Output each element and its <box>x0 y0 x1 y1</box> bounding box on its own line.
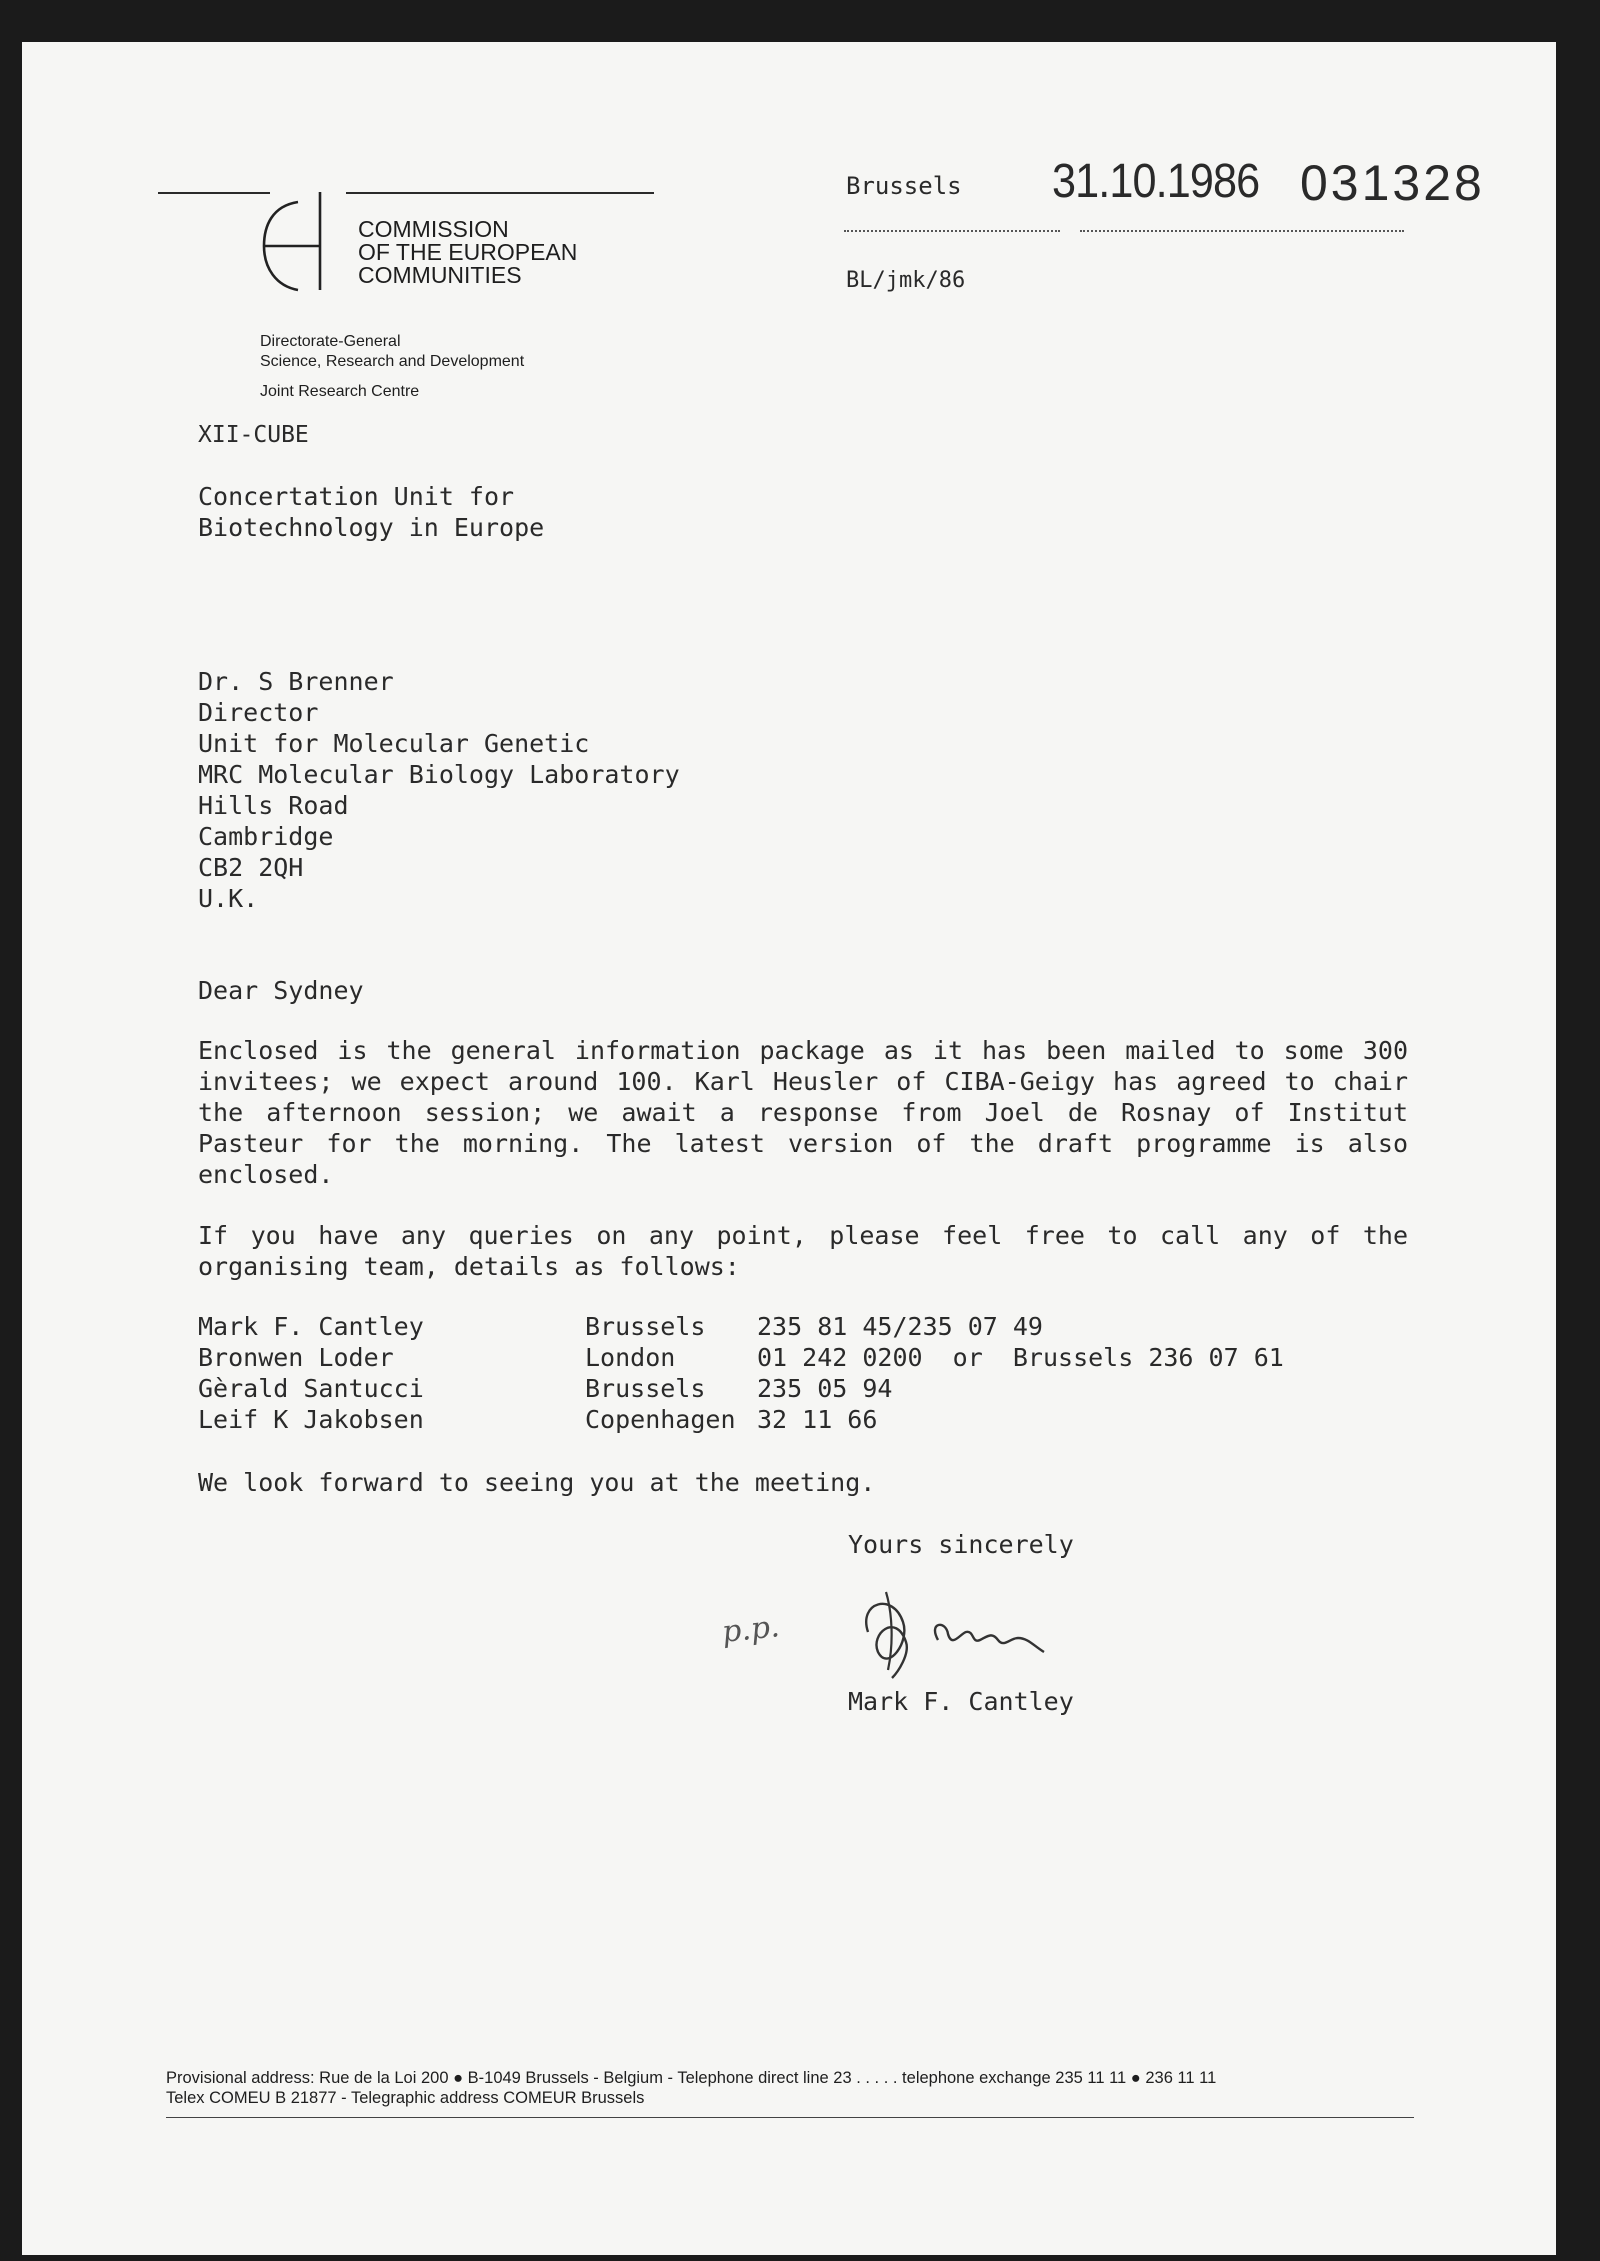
unit-code: XII-CUBE <box>198 422 309 448</box>
unit-name-line1: Concertation Unit for <box>198 482 515 511</box>
unit-name-line2: Biotechnology in Europe <box>198 513 545 542</box>
unit-name <box>198 481 544 543</box>
letter-page <box>22 42 1556 2255</box>
directorate-line3: Joint Research Centre <box>260 383 420 400</box>
directorate-block <box>260 332 524 402</box>
org-name-line3: COMMUNITIES <box>358 262 522 288</box>
dotted-rule-right <box>1080 230 1404 232</box>
recipient-address <box>198 666 680 914</box>
recipient-line: MRC Molecular Biology Laboratory <box>198 760 680 789</box>
document-number-stamp: 031328 <box>1300 155 1485 211</box>
contact-phone: 01 242 0200 or Brussels 236 07 61 <box>757 1343 1284 1372</box>
paragraph-queries: If you have any queries on any point, please feel free to call any of the organising team, details as follows: <box>198 1221 1408 1281</box>
recipient-line: Dr. S Brenner <box>198 667 394 696</box>
contact-phone: 32 11 66 <box>757 1405 878 1434</box>
contact-name: Mark F. Cantley <box>198 1312 424 1341</box>
contact-city: Brussels <box>585 1374 706 1403</box>
contact-city: Brussels <box>585 1312 706 1341</box>
recipient-line: Hills Road <box>198 791 349 820</box>
footer-address <box>166 2068 1216 2108</box>
closing-line: We look forward to seeing you at the meeting. <box>198 1468 876 1497</box>
org-name-line2: OF THE EUROPEAN <box>358 239 578 265</box>
recipient-line: Cambridge <box>198 822 334 851</box>
recipient-line: CB2 2QH <box>198 853 304 882</box>
org-name-line1: COMMISSION <box>358 216 509 242</box>
salutation: Dear Sydney <box>198 976 364 1005</box>
footer-rule <box>166 2117 1414 2118</box>
contact-name: Gèrald Santucci <box>198 1374 424 1403</box>
contact-city: London <box>585 1343 676 1372</box>
pp-annotation: p.p. <box>720 1609 782 1650</box>
handwritten-signature-icon <box>848 1582 1068 1682</box>
dotted-rule-left <box>844 230 1060 232</box>
signatory-name: Mark F. Cantley <box>848 1687 1074 1716</box>
date-stamp: 31.10.1986 <box>1052 155 1260 208</box>
letterhead-rule-right <box>346 192 654 194</box>
valediction: Yours sincerely <box>848 1530 1074 1559</box>
recipient-line: Director <box>198 698 319 727</box>
contact-name: Bronwen Loder <box>198 1343 394 1372</box>
org-name <box>358 218 577 287</box>
place-label: Brussels <box>846 172 962 200</box>
footer-line1: Provisional address: Rue de la Loi 200 ● B-1049 Brussels - Belgium - Telephone direct line 23 . . . . . telephone exchange 235 11 11 ● 236 11 11 <box>166 2069 1217 2087</box>
contact-phone: 235 81 45/235 07 49 <box>757 1312 1043 1341</box>
directorate-line1: Directorate-General <box>260 333 401 350</box>
footer-line2: Telex COMEU B 21877 - Telegraphic address COMEUR Brussels <box>166 2089 645 2107</box>
directorate-line2: Science, Research and Development <box>260 353 525 370</box>
recipient-line: U.K. <box>198 884 259 913</box>
ec-logo-icon <box>254 192 354 342</box>
paragraph-enclosure: Enclosed is the general information package as it has been mailed to some 300 invitees; we expect around 100. Karl Heusler of CIBA-Geigy has agreed to chair the afternoon session; we await a response from Joel de Rosnay of Institut Pasteur for the morning. The latest version of the draft programme is also enclosed. <box>198 1036 1408 1189</box>
contact-name: Leif K Jakobsen <box>198 1405 424 1434</box>
contact-phone: 235 05 94 <box>757 1374 893 1403</box>
recipient-line: Unit for Molecular Genetic <box>198 729 590 758</box>
contact-city: Copenhagen <box>585 1405 736 1434</box>
reference-code: BL/jmk/86 <box>846 268 966 293</box>
